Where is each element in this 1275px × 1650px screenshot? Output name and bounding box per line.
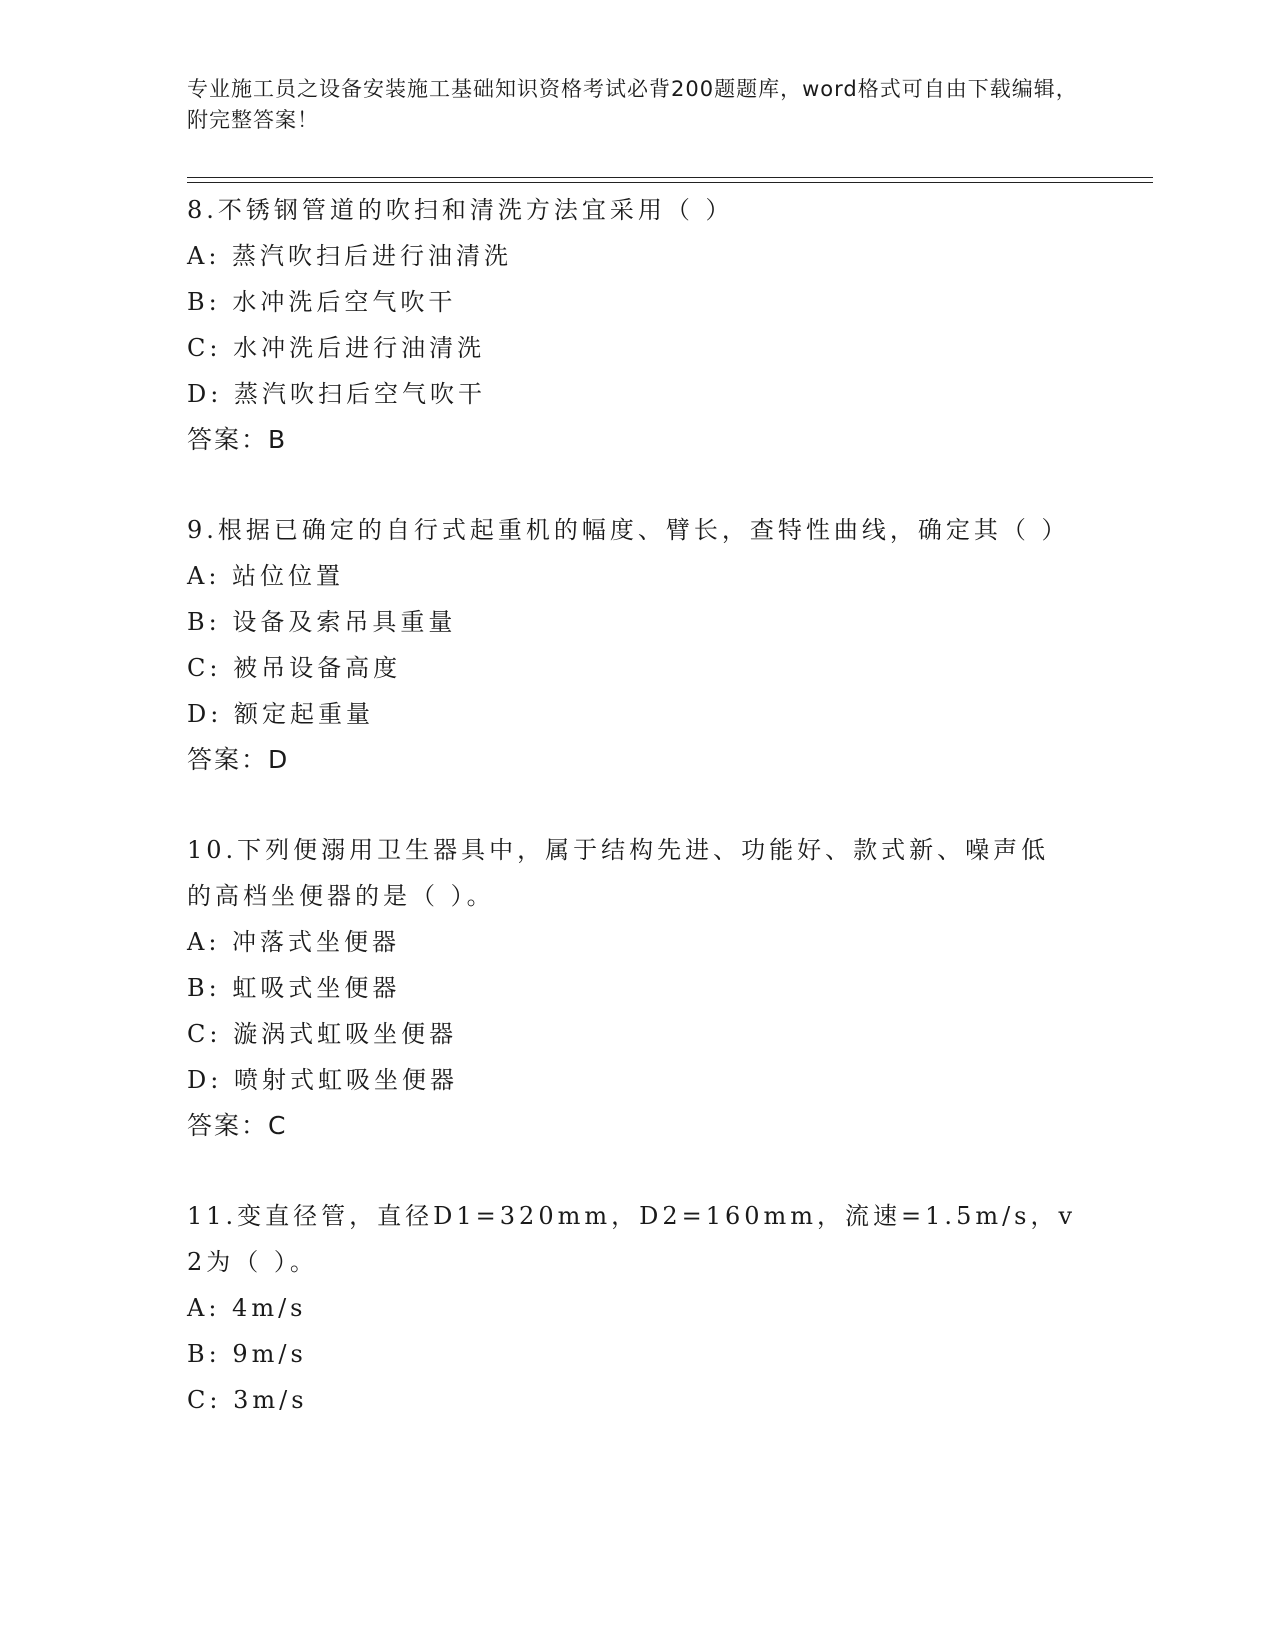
option-a: A: 蒸汽吹扫后进行油清洗 xyxy=(187,242,513,270)
question-10 xyxy=(187,827,1087,1149)
question-stem: 9.根据已确定的自行式起重机的幅度、臂长，查特性曲线，确定其（ ） xyxy=(187,516,1070,544)
option-c: C: 水冲洗后进行油清洗 xyxy=(187,334,486,362)
answer-label: 答案：C xyxy=(187,1111,288,1140)
option-c: C: 漩涡式虹吸坐便器 xyxy=(187,1020,458,1048)
option-a: A: 冲落式坐便器 xyxy=(187,928,401,956)
answer-label: 答案：B xyxy=(187,425,288,454)
document-header: 专业施工员之设备安装施工基础知识资格考试必背200题题库，word格式可自由下载编辑，附完整答案！ xyxy=(187,77,1078,132)
question-11 xyxy=(187,1193,1087,1423)
option-b: B: 9m/s xyxy=(187,1340,307,1368)
question-8 xyxy=(187,187,1087,463)
option-d: D: 蒸汽吹扫后空气吹干 xyxy=(187,380,486,408)
option-a: A: 4m/s xyxy=(187,1294,307,1322)
option-c: C: 被吊设备高度 xyxy=(187,654,402,682)
question-stem: 10.下列便溺用卫生器具中，属于结构先进、功能好、款式新、噪声低的高档坐便器的是（ ）。 xyxy=(187,836,1050,910)
question-stem: 11.变直径管，直径D1=320mm，D2=160mm，流速=1.5m/s，v2为（ ）。 xyxy=(187,1202,1077,1276)
option-b: B: 设备及索吊具重量 xyxy=(187,608,457,636)
option-d: D: 额定起重量 xyxy=(187,700,374,728)
option-d: D: 喷射式虹吸坐便器 xyxy=(187,1066,458,1094)
header-divider-bottom xyxy=(187,182,1153,183)
question-9 xyxy=(187,507,1087,783)
question-list xyxy=(187,187,1087,1423)
question-stem: 8.不锈钢管道的吹扫和清洗方法宜采用（ ） xyxy=(187,196,734,224)
answer-label: 答案：D xyxy=(187,745,290,774)
option-a: A: 站位位置 xyxy=(187,562,345,590)
option-b: B: 水冲洗后空气吹干 xyxy=(187,288,457,316)
option-b: B: 虹吸式坐便器 xyxy=(187,974,401,1002)
option-c: C: 3m/s xyxy=(187,1386,308,1414)
header-divider-top xyxy=(187,177,1153,178)
